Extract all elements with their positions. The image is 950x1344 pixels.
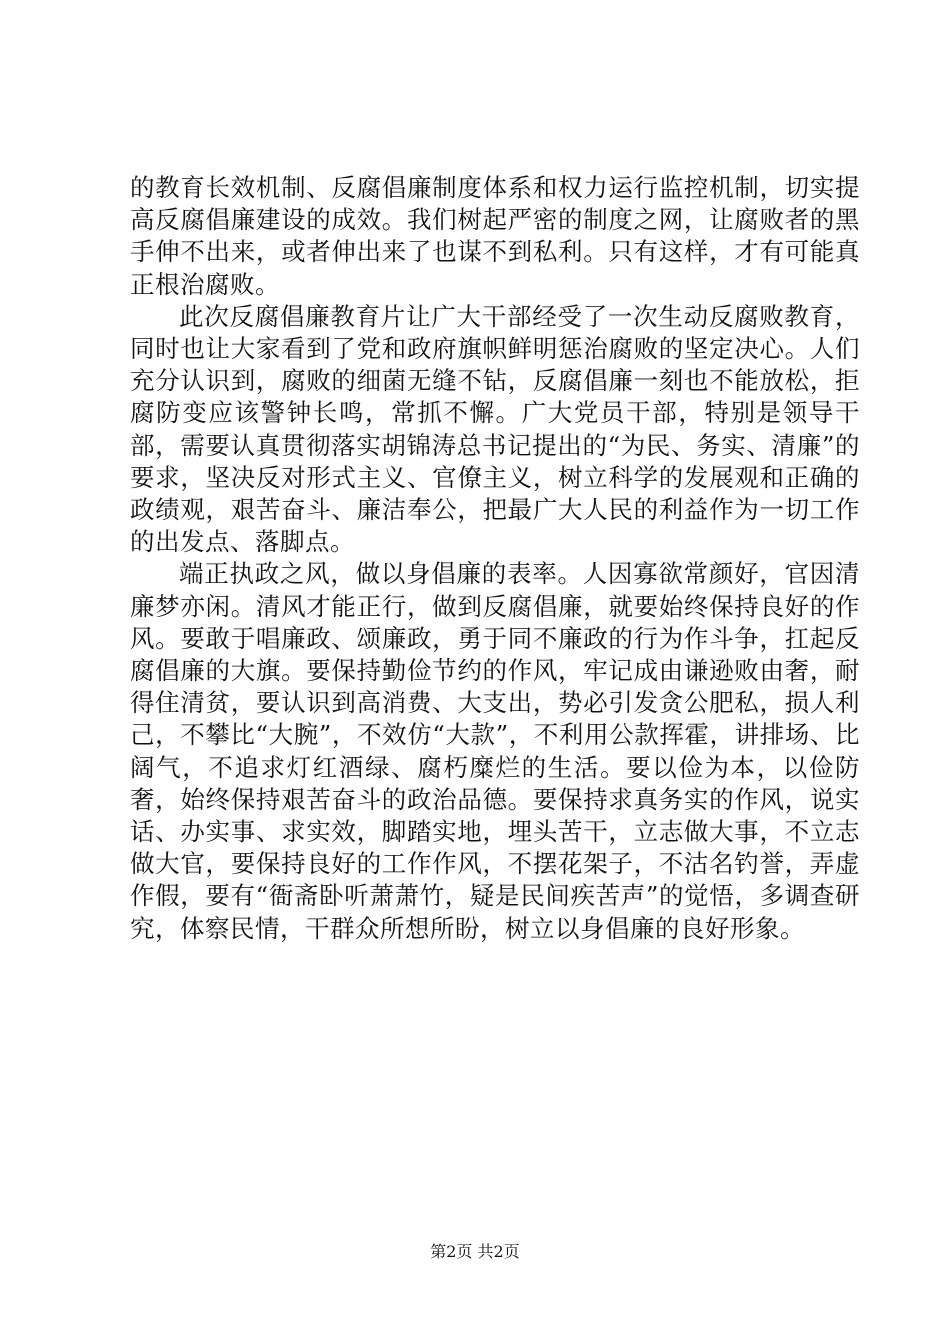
page-number-footer: 第2页 共2页 [430,1242,520,1261]
paragraph-continuation: 的教育长效机制、反腐倡廉制度体系和权力运行监控机制，切实提高反腐倡廉建设的成效。我们树起严密的制度之网，让腐败者的黑手伸不出来，或者伸出来了也谋不到私利。只有这样，才有可能真正根治腐败。 [130,173,860,299]
paragraph-education-film: 此次反腐倡廉教育片让广大干部经受了一次生动反腐败教育，同时也让大家看到了党和政府旗帜鲜明惩治腐败的坚定决心。人们充分认识到，腐败的细菌无缝不钻，反腐倡廉一刻也不能放松，拒腐防变应该警钟长鸣，常抓不懈。广大党员干部，特别是领导干部，需要认真贯彻落实胡锦涛总书记提出的“为民、务实、清廉”的要求，坚决反对形式主义、官僚主义，树立科学的发展观和正确的政绩观，艰苦奋斗、廉洁奉公，把最广大人民的利益作为一切工作的出发点、落脚点。 [130,301,860,557]
paragraph-work-style: 端正执政之风，做以身倡廉的表率。人因寡欲常颜好，官因清廉梦亦闲。清风才能正行，做到反腐倡廉，就要始终保持良好的作风。要敢于唱廉政、颂廉政，勇于同不廉政的行为作斗争，扛起反腐倡廉的大旗。要保持勤俭节约的作风，牢记成由谦逊败由奢，耐得住清贫，要认识到高消费、大支出，势必引发贪公肥私，损人利己，不攀比“大腕”，不效仿“大款”，不利用公款挥霍，讲排场、比阔气，不追求灯红酒绿、腐朽糜烂的生活。要以俭为本，以俭防奢，始终保持艰苦奋斗的政治品德。要保持求真务实的作风，说实话、办实事、求实效，脚踏实地，埋头苦干，立志做大事，不立志做大官，要保持良好的工作作风，不摆花架子，不沽名钓誉，弄虚作假，要有“衙斋卧听萧萧竹，疑是民间疾苦声”的觉悟，多调查研究，体察民情，干群众所想所盼，树立以身倡廉的良好形象。 [130,559,860,943]
document-body [130,172,860,945]
